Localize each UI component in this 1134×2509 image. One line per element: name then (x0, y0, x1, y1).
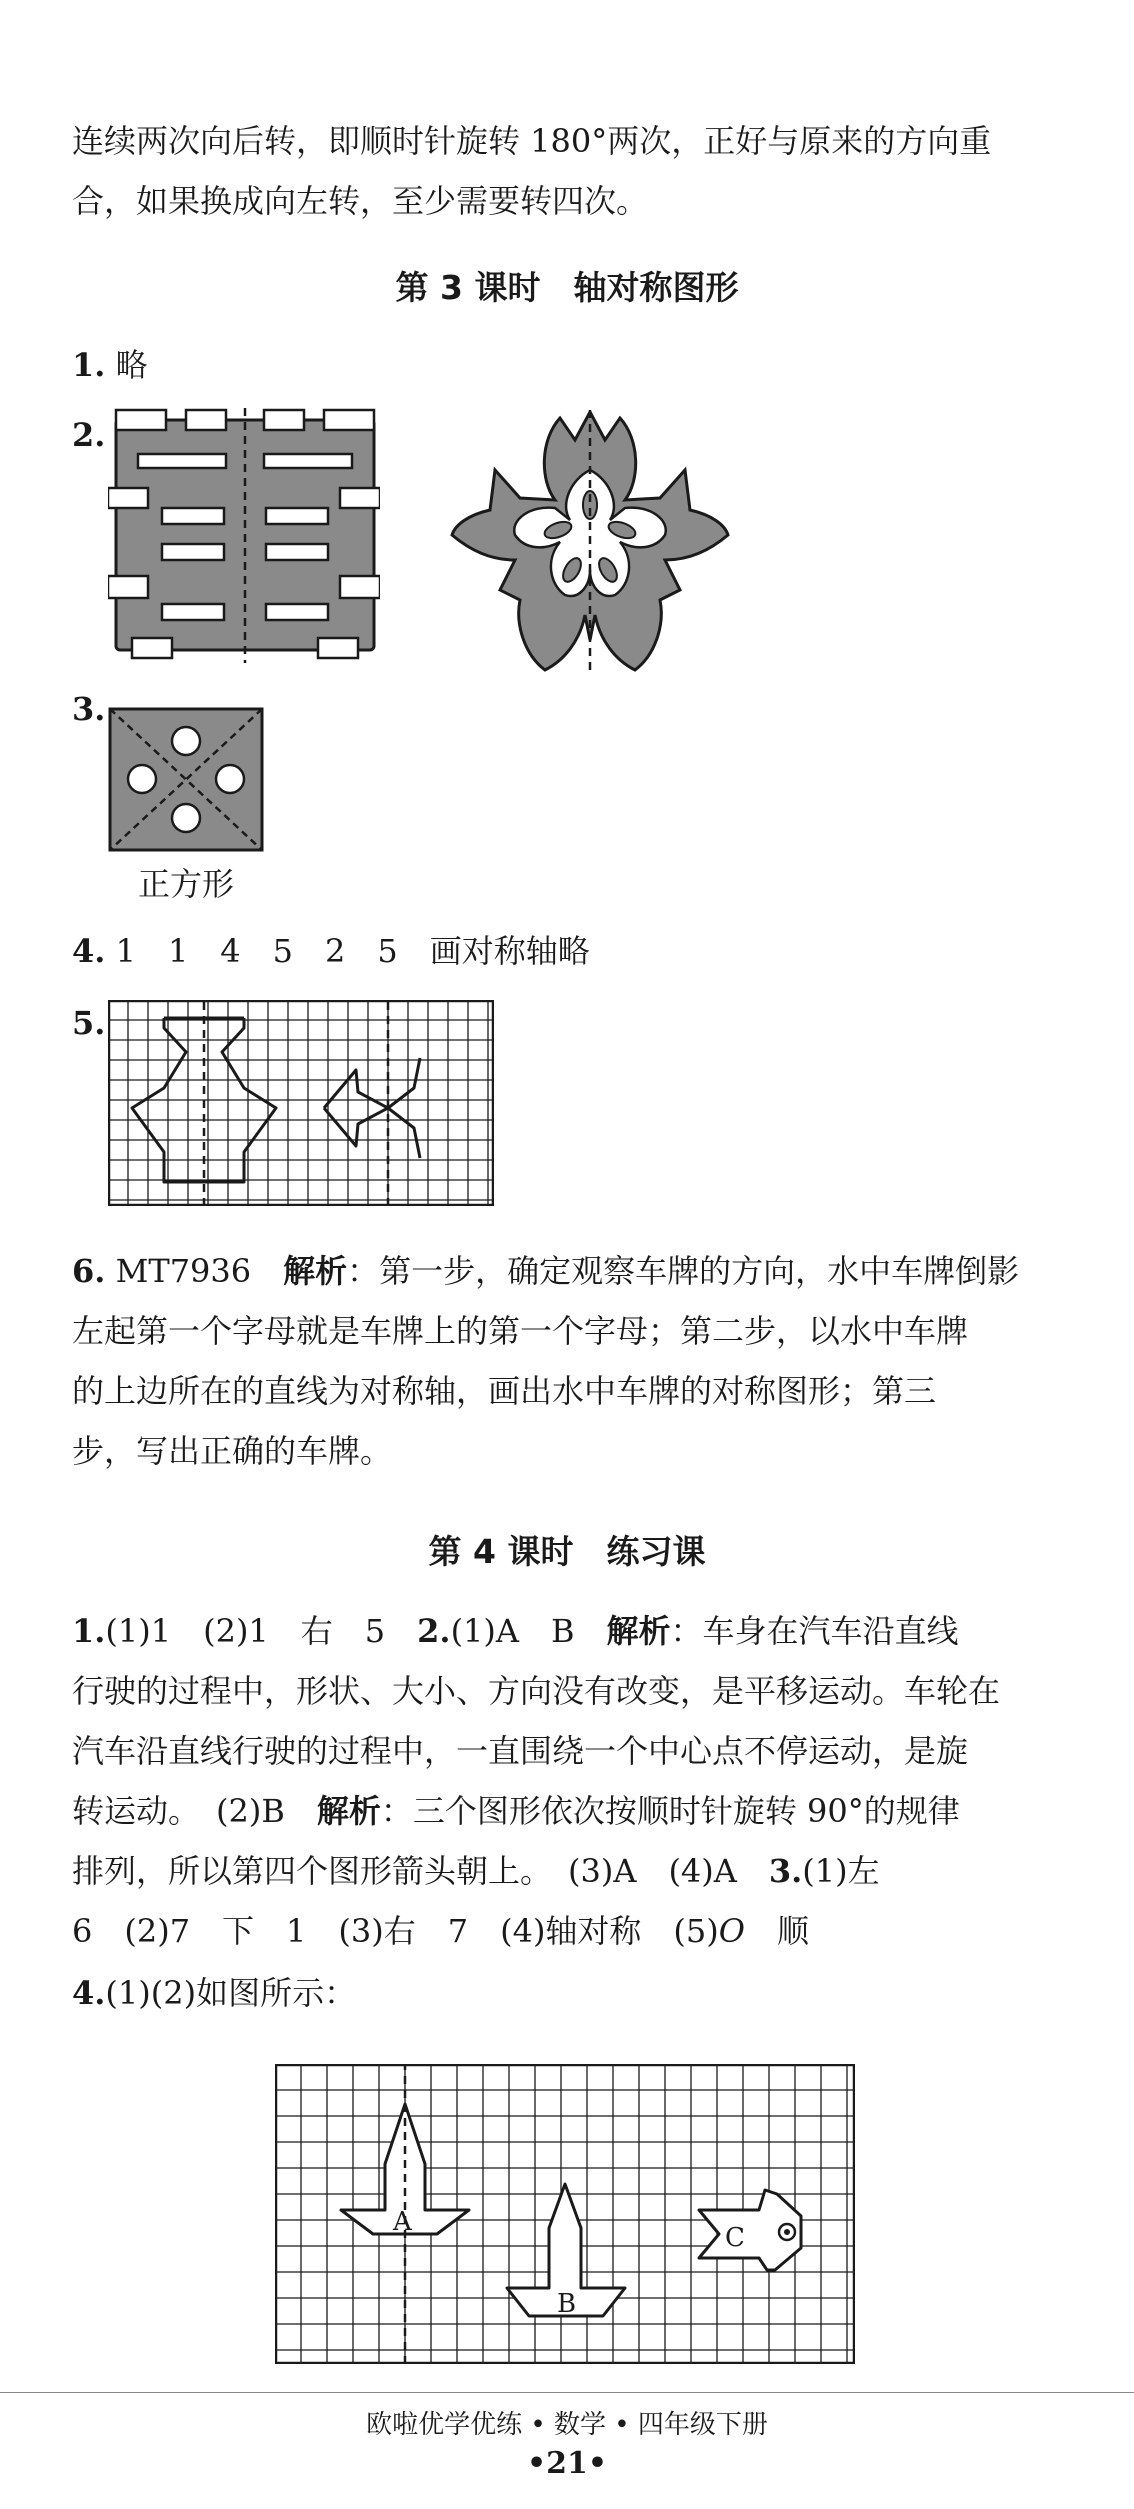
q5-number: 5. (72, 1004, 106, 1042)
page-number: •21• (526, 2446, 608, 2481)
l4-line-5-part-2: (1)左 (802, 1852, 880, 1890)
q5-grid-figure (108, 1000, 494, 1206)
q3-number: 3. (72, 690, 106, 728)
shape-a-label: A (393, 2207, 412, 2237)
q1-number: 1. (72, 346, 106, 384)
q6-text-1: ：第一步，确定观察车牌的方向，水中车牌倒影 (347, 1252, 1020, 1290)
l4-line-6-part-1: 6 (2)7 下 1 (3)右 7 (4)轴对称 (5) (72, 1912, 719, 1950)
q2-number: 2. (72, 416, 106, 454)
intro-line-2: 合，如果换成向左转，至少需要转四次。 (72, 182, 649, 220)
q6-line-4: 步，写出正确的车牌。 (72, 1432, 393, 1470)
q4-text: 1 1 4 5 2 5 画对称轴略 (115, 932, 590, 970)
l4-line-4-part-1: 转运动。 (2)B (72, 1792, 317, 1830)
l4-q4-grid-figure (275, 2064, 855, 2364)
q4-number: 4. (72, 932, 106, 970)
l4-line-6 (72, 1902, 1062, 1960)
l4-line-1 (72, 1602, 1062, 1660)
intro-line-1: 连续两次向后转，即顺时针旋转 180°两次，正好与原来的方向重 (72, 122, 992, 160)
q6-line-3: 的上边所在的直线为对称轴，画出水中车牌的对称图形；第三 (72, 1372, 937, 1410)
l4-line-4 (72, 1782, 1062, 1840)
l4-q3-number: 3. (768, 1852, 803, 1890)
q3-caption: 正方形 (138, 865, 235, 903)
shape-b-label: B (557, 2289, 577, 2319)
l4-line-1-part-1: (1)1 (2)1 右 5 (105, 1612, 418, 1650)
l4-q1-number: 1. (72, 1612, 106, 1650)
l4-q4-line (72, 1964, 1062, 2022)
l4-analysis-label-2: 解析 (316, 1792, 381, 1830)
q6-number: 6. (72, 1252, 106, 1290)
l4-line-6-part-2: 顺 (745, 1912, 810, 1950)
footer-book-title: 欧啦优学优练 • 数学 • 四年级下册 (366, 2410, 768, 2440)
q6-answer: MT7936 (115, 1252, 252, 1290)
q1-text: 略 (115, 346, 148, 384)
l4-line-2: 行驶的过程中，形状、大小、方向没有改变，是平移运动。车轮在 (72, 1672, 1001, 1710)
q1-line (72, 336, 1062, 394)
square-circles-figure (108, 707, 264, 852)
l4-point-o: O (718, 1912, 745, 1950)
l4-line-5-part-1: 排列，所以第四个图形箭头朝上。 (3)A (4)A (72, 1852, 769, 1890)
q4-line (72, 922, 1062, 980)
shape-c-label: C (725, 2223, 745, 2253)
q6-line-2: 左起第一个字母就是车牌上的第一个字母；第二步，以水中车牌 (72, 1312, 969, 1350)
flower-figure (450, 410, 730, 675)
l4-q4-number: 4. (72, 1974, 106, 2012)
l4-analysis-label-1: 解析 (606, 1612, 671, 1650)
lesson3-title: 第 3 课时 轴对称图形 (395, 268, 739, 307)
l4-line-1-part-3: ：车身在汽车沿直线 (670, 1612, 959, 1650)
l4-line-3: 汽车沿直线行驶的过程中，一直围绕一个中心点不停运动，是旋 (72, 1732, 969, 1770)
l4-line-4-part-2: ：三个图形依次按顺时针旋转 90°的规律 (380, 1792, 960, 1830)
l4-line-1-part-2: (1)A B (450, 1612, 607, 1650)
l4-q4-text: (1)(2)如图所示： (105, 1974, 357, 2012)
footer-rule (0, 2392, 1134, 2393)
double-happiness-figure (108, 408, 380, 663)
lesson4-title: 第 4 课时 练习课 (428, 1532, 706, 1571)
l4-line-5 (72, 1842, 1062, 1900)
q6-analysis-label: 解析 (283, 1252, 348, 1290)
q6-line-1 (72, 1242, 1062, 1300)
l4-q2-number: 2. (417, 1612, 451, 1650)
